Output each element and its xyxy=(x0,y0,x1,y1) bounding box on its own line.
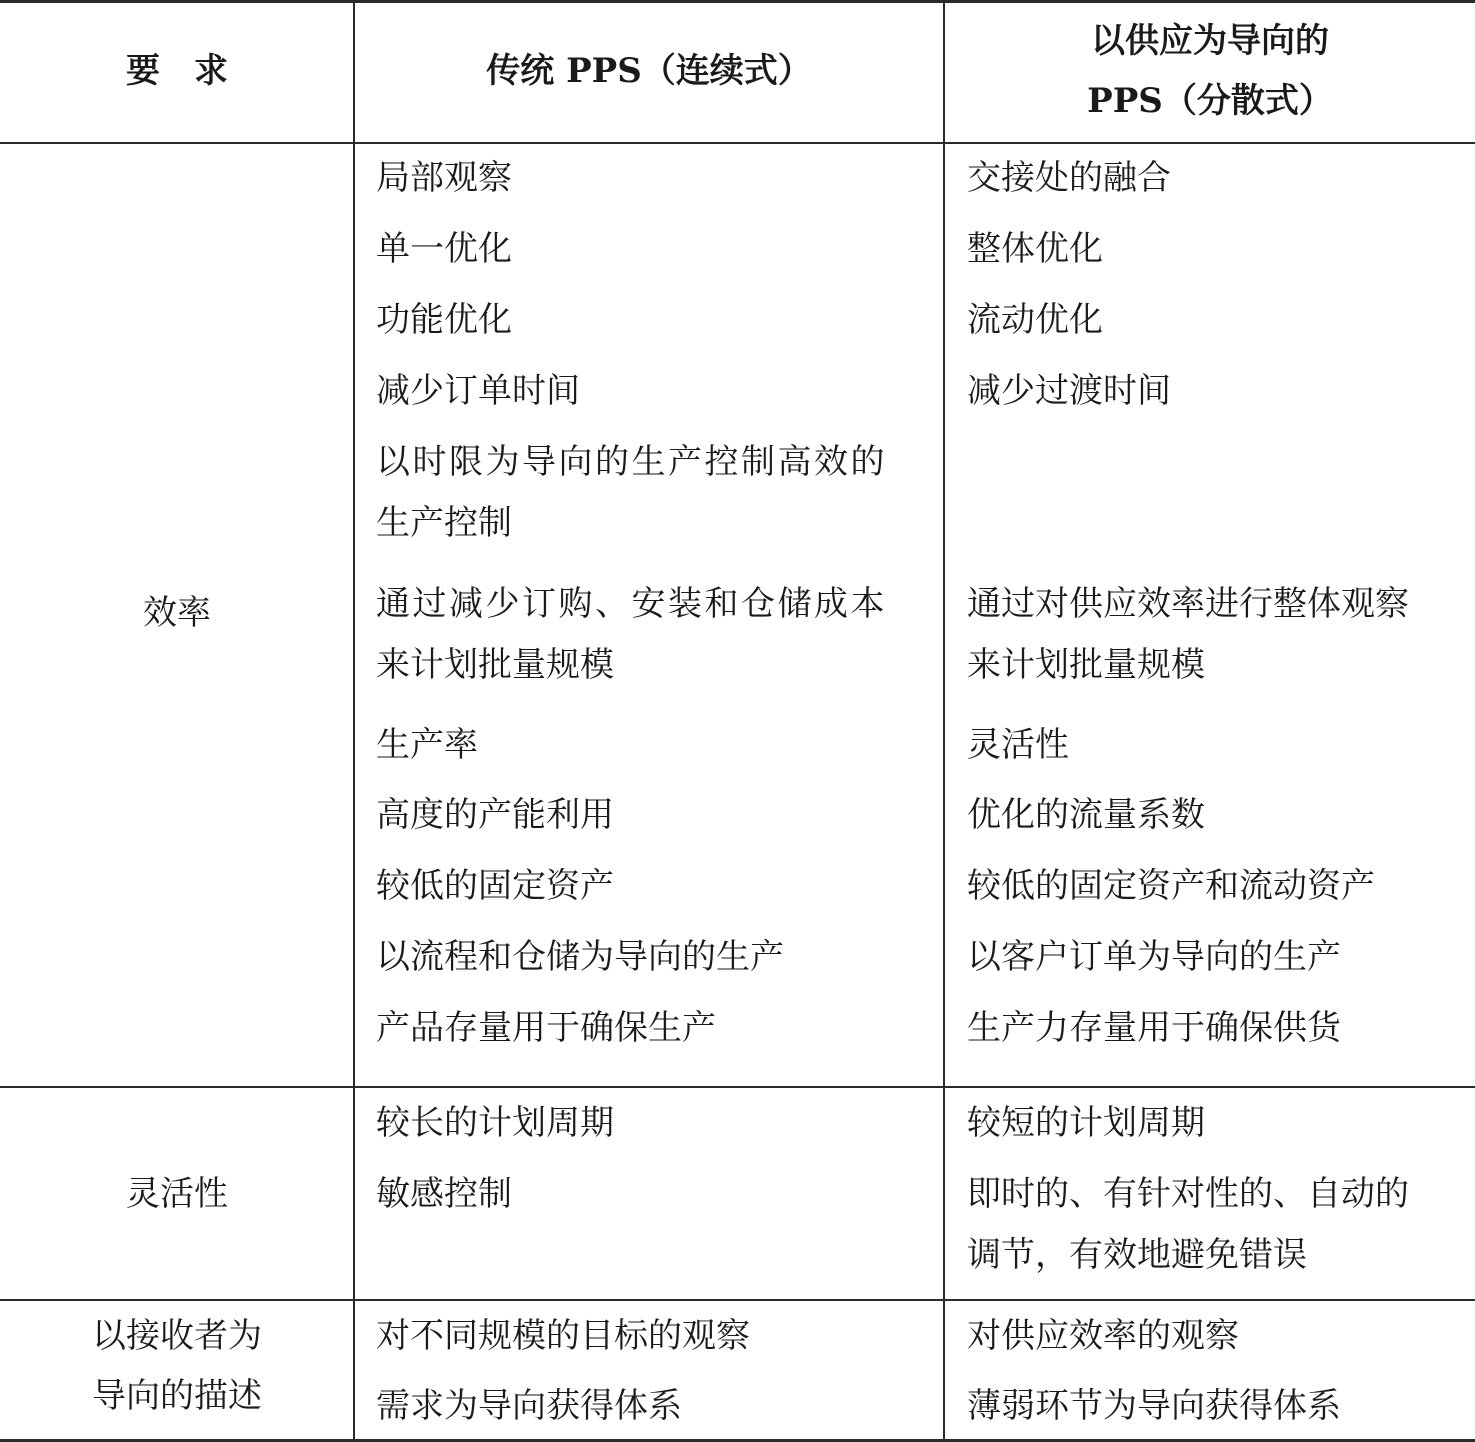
traditional-item: 产品存量用于确保生产 xyxy=(376,1008,716,1048)
traditional-item: 以时限为导向的生产控制高效的 xyxy=(376,442,887,482)
traditional-item: 单一优化 xyxy=(376,229,512,269)
supply-item: 交接处的融合 xyxy=(967,158,1171,198)
supply-item: 调节，有效地避免错误 xyxy=(967,1235,1307,1275)
requirement-flexibility: 灵活性 xyxy=(126,1174,228,1214)
supply-item: 以客户订单为导向的生产 xyxy=(967,937,1341,977)
supply-item: 通过对供应效率进行整体观察 xyxy=(967,584,1409,624)
supply-item: 较低的固定资产和流动资产 xyxy=(967,866,1375,906)
supply-item: 对供应效率的观察 xyxy=(967,1316,1239,1356)
row2-bottom-rule xyxy=(0,1299,1475,1301)
supply-item: 生产力存量用于确保供货 xyxy=(967,1008,1341,1048)
header-supply-pps-line1: 以供应为导向的 xyxy=(1091,21,1329,61)
supply-item: 较短的计划周期 xyxy=(967,1103,1205,1143)
traditional-item: 通过减少订购、安装和仓储成本 xyxy=(376,584,887,624)
traditional-item: 以流程和仓储为导向的生产 xyxy=(376,937,784,977)
traditional-item: 生产控制 xyxy=(376,503,512,543)
requirement-recipient-line2: 导向的描述 xyxy=(92,1376,262,1416)
supply-item: 即时的、有针对性的、自动的 xyxy=(967,1174,1409,1214)
requirement-recipient-line1: 以接收者为 xyxy=(92,1316,262,1356)
traditional-item: 较长的计划周期 xyxy=(376,1103,614,1143)
traditional-item: 来计划批量规模 xyxy=(376,645,614,685)
column-divider-1 xyxy=(353,0,355,1442)
requirement-efficiency: 效率 xyxy=(143,593,211,633)
traditional-item: 需求为导向获得体系 xyxy=(376,1386,682,1426)
supply-item: 来计划批量规模 xyxy=(967,645,1205,685)
header-requirement: 要 求 xyxy=(126,51,228,91)
supply-item: 减少过渡时间 xyxy=(967,371,1171,411)
column-divider-2 xyxy=(943,0,945,1442)
traditional-item: 生产率 xyxy=(376,725,478,765)
header-supply-pps-line2: PPS（分散式） xyxy=(1087,81,1333,121)
row1-bottom-rule xyxy=(0,1086,1475,1088)
header-bottom-rule xyxy=(0,142,1475,144)
supply-item: 优化的流量系数 xyxy=(967,795,1205,835)
header-traditional-pps: 传统 PPS（连续式） xyxy=(486,51,812,91)
traditional-item: 对不同规模的目标的观察 xyxy=(376,1316,750,1356)
supply-item: 流动优化 xyxy=(967,300,1103,340)
traditional-item: 功能优化 xyxy=(376,300,512,340)
traditional-item: 减少订单时间 xyxy=(376,371,580,411)
supply-item: 薄弱环节为导向获得体系 xyxy=(967,1386,1341,1426)
traditional-item: 高度的产能利用 xyxy=(376,795,614,835)
traditional-item: 较低的固定资产 xyxy=(376,866,614,906)
table-top-rule xyxy=(0,0,1475,3)
supply-item: 灵活性 xyxy=(967,725,1069,765)
traditional-item: 敏感控制 xyxy=(376,1174,512,1214)
traditional-item: 局部观察 xyxy=(376,158,512,198)
supply-item: 整体优化 xyxy=(967,229,1103,269)
